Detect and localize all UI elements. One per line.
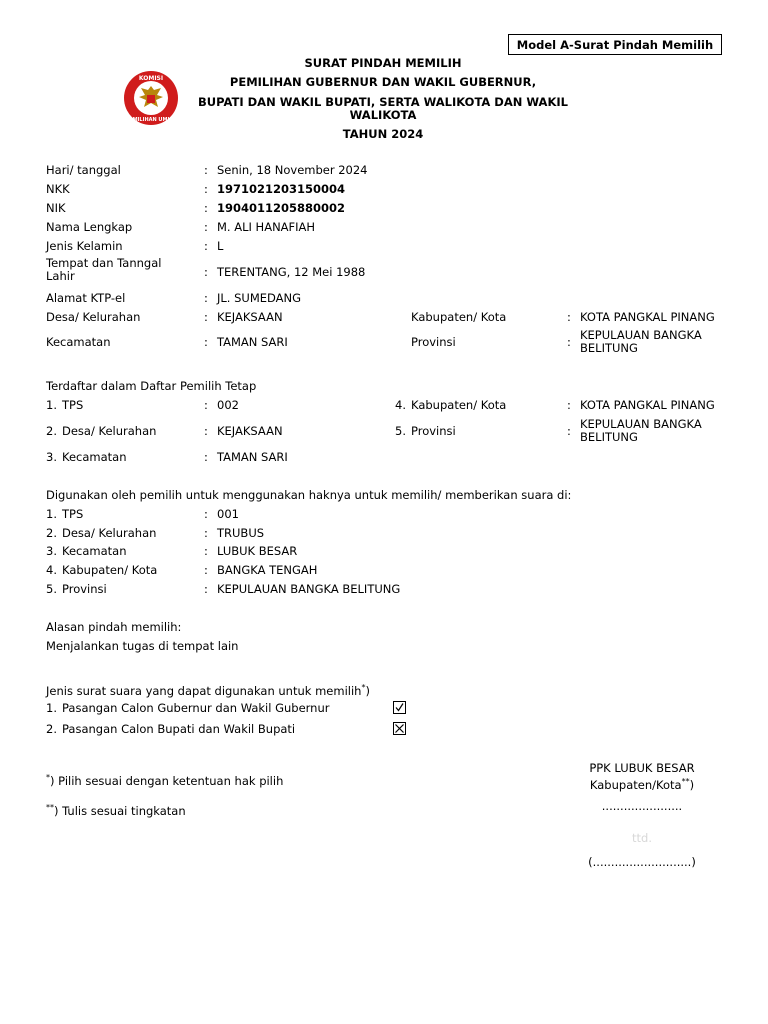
colon: : — [204, 507, 208, 521]
value-hari: Senin, 18 November 2024 — [217, 163, 368, 177]
signature-dots: ...................... — [601, 799, 683, 813]
title-line-2: PEMILIHAN GUBERNUR DAN WAKIL GUBERNUR, — [229, 75, 537, 89]
colon: : — [204, 424, 208, 438]
item-number: 4. — [46, 563, 57, 577]
colon: : — [567, 398, 571, 412]
label-alamat: Alamat KTP-el — [46, 291, 126, 305]
colon: : — [204, 201, 208, 215]
value-alamat: JL. SUMEDANG — [217, 291, 302, 305]
item-number: 1. — [46, 507, 57, 521]
value-kecamatan: TAMAN SARI — [217, 335, 288, 349]
cross-icon — [394, 723, 405, 734]
label-provinsi: Provinsi — [62, 582, 107, 596]
colon: : — [204, 239, 208, 253]
value-nama: M. ALI HANAFIAH — [217, 220, 316, 234]
label-ttl-2: Lahir — [46, 269, 75, 283]
value-tps: 002 — [217, 398, 239, 412]
colon: : — [204, 526, 208, 540]
signature-office: PPK LUBUK BESAR — [589, 761, 695, 775]
signature-name: (...........................) — [588, 855, 696, 869]
signature-level: Kabupaten/Kota**) — [589, 777, 695, 792]
label-nama: Nama Lengkap — [46, 220, 133, 234]
label-bupati: Pasangan Calon Bupati dan Wakil Bupati — [62, 722, 296, 736]
colon: : — [204, 335, 208, 349]
footnote-2-text: **) Tulis sesuai tingkatan — [46, 803, 186, 818]
label-desa: Desa/ Kelurahan — [62, 424, 157, 438]
value-provinsi: KEPULAUAN BANGKA BELITUNG — [580, 417, 702, 444]
signature-ttd: ttd. — [632, 831, 652, 845]
colon: : — [204, 544, 208, 558]
label-tps: TPS — [62, 398, 84, 412]
label-kabupaten: Kabupaten/ Kota — [62, 563, 158, 577]
svg-text:PEMILIHAN UMUM: PEMILIHAN UMUM — [125, 117, 177, 123]
value-desa: TRUBUS — [217, 526, 265, 540]
label-desa: Desa/ Kelurahan — [62, 526, 157, 540]
colon: : — [204, 265, 208, 279]
label-nkk: NKK — [46, 182, 70, 196]
checkbox-bupati[interactable] — [393, 722, 406, 735]
value-ttl: TERENTANG, 12 Mei 1988 — [217, 265, 366, 279]
title-line-1: SURAT PINDAH MEMILIH — [304, 56, 462, 70]
label-nik: NIK — [46, 201, 66, 215]
item-number: 2. — [46, 424, 57, 438]
colon: : — [567, 424, 571, 438]
label-gubernur: Pasangan Calon Gubernur dan Wakil Gubernur — [62, 701, 330, 715]
label-jenis-kelamin: Jenis Kelamin — [46, 239, 123, 253]
label-kecamatan: Kecamatan — [46, 335, 111, 349]
item-number: 1. — [46, 701, 57, 715]
colon: : — [204, 220, 208, 234]
label-hari: Hari/ tanggal — [46, 163, 121, 177]
value-kabupaten: KOTA PANGKAL PINANG — [580, 398, 715, 412]
value-nkk: 1971021203150004 — [217, 182, 346, 196]
svg-text:KOMISI: KOMISI — [138, 75, 164, 82]
dpt-heading-text: Terdaftar dalam Daftar Pemilih Tetap — [46, 379, 257, 393]
label-kabupaten: Kabupaten/ Kota — [411, 310, 507, 324]
item-number: 1. — [46, 398, 57, 412]
alasan-value: Menjalankan tugas di tempat lain — [46, 639, 239, 653]
item-number: 3. — [46, 544, 57, 558]
label-provinsi: Provinsi — [411, 335, 456, 349]
value-nik: 1904011205880002 — [217, 201, 346, 215]
item-number: 2. — [46, 722, 57, 736]
value-jenis-kelamin: L — [217, 239, 224, 253]
checkbox-gubernur[interactable] — [393, 701, 406, 714]
label-kabupaten: Kabupaten/ Kota — [411, 398, 507, 412]
value-kabupaten: BANGKA TENGAH — [217, 563, 318, 577]
title-line-4: WALIKOTA — [349, 108, 417, 122]
label-kecamatan: Kecamatan — [62, 450, 127, 464]
kpu-logo — [123, 70, 179, 126]
label-provinsi: Provinsi — [411, 424, 456, 438]
model-label: Model A-Surat Pindah Memilih — [508, 34, 722, 55]
colon: : — [204, 582, 208, 596]
check-icon — [394, 702, 405, 713]
colon: : — [204, 563, 208, 577]
item-number: 2. — [46, 526, 57, 540]
footnote-marker: * — [361, 683, 366, 692]
value-tps: 001 — [217, 507, 239, 521]
footnote-1-text: *) Pilih sesuai dengan ketentuan hak pilih — [46, 773, 284, 788]
colon: : — [204, 450, 208, 464]
label-ttl-1: Tempat dan Tanngal — [46, 256, 162, 270]
label-kecamatan: Kecamatan — [62, 544, 127, 558]
value-kabupaten: KOTA PANGKAL PINANG — [580, 310, 715, 324]
title-line-5: TAHUN 2024 — [342, 127, 424, 141]
colon: : — [204, 182, 208, 196]
colon: : — [204, 398, 208, 412]
value-kecamatan: TAMAN SARI — [217, 450, 288, 464]
value-provinsi: KEPULAUAN BANGKA BELITUNG — [580, 328, 702, 355]
item-number: 5. — [395, 424, 406, 438]
colon: : — [204, 310, 208, 324]
label-desa: Desa/ Kelurahan — [46, 310, 141, 324]
item-number: 4. — [395, 398, 406, 412]
title-line-3: BUPATI DAN WAKIL BUPATI, SERTA WALIKOTA DAN WAKIL — [198, 95, 568, 109]
colon: : — [204, 163, 208, 177]
colon: : — [567, 335, 571, 349]
value-provinsi: KEPULAUAN BANGKA BELITUNG — [217, 582, 401, 596]
colon: : — [567, 310, 571, 324]
item-number: 3. — [46, 450, 57, 464]
value-desa: KEJAKSAAN — [217, 310, 283, 324]
value-desa: KEJAKSAAN — [217, 424, 283, 438]
jenis-heading-text: Jenis surat suara yang dapat digunakan untuk memilih*) — [46, 683, 370, 698]
alasan-heading-text: Alasan pindah memilih: — [46, 620, 182, 634]
label-tps: TPS — [62, 507, 84, 521]
value-kecamatan: LUBUK BESAR — [217, 544, 298, 558]
colon: : — [204, 291, 208, 305]
item-number: 5. — [46, 582, 57, 596]
tujuan-heading-text: Digunakan oleh pemilih untuk menggunakan haknya untuk memilih/ memberikan suara di: — [46, 488, 572, 502]
